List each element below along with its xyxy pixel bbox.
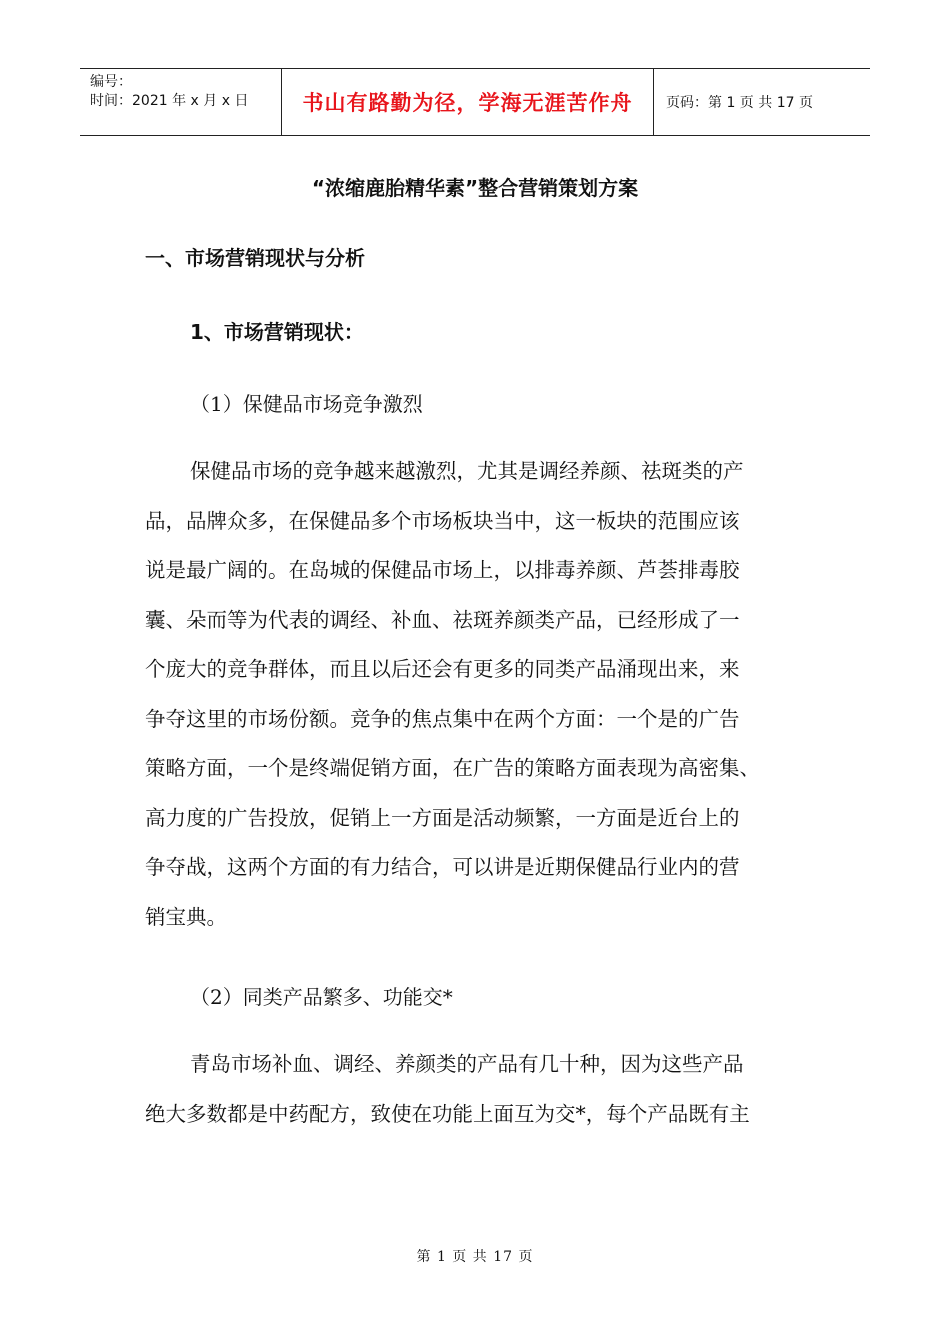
- section-subheading: 1、市场营销现状：: [190, 320, 364, 344]
- header-page-info-cell: [654, 69, 870, 135]
- header-motto: 书山有路勤为径，学海无涯苦作舟: [302, 90, 633, 115]
- paragraph-line: 绝大多数都是中药配方，致使在功能上面互为交*，每个产品既有主: [145, 1101, 750, 1126]
- item2-heading: （2）同类产品繁多、功能交*: [190, 985, 453, 1009]
- paragraph-line: 保健品市场的竞争越来越激烈，尤其是调经养颜、祛斑类的产: [190, 459, 744, 483]
- number-label: 编号：: [90, 74, 132, 90]
- paragraph-line: 争夺战，这两个方面的有力结合，可以讲是近期保健品行业内的营: [145, 855, 740, 879]
- paragraph-line: 个庞大的竞争群体，而且以后还会有更多的同类产品涌现出来，来: [145, 657, 740, 681]
- paragraph-line: 争夺这里的市场份额。竞争的焦点集中在两个方面：一个是的广告: [145, 706, 740, 731]
- section-heading: 一、市场营销现状与分析: [145, 246, 365, 270]
- paragraph-line: 囊、朵而等为代表的调经、补血、祛斑养颜类产品，已经形成了一: [145, 607, 740, 632]
- paragraph-line: 策略方面，一个是终端促销方面，在广告的策略方面表现为高密集、: [145, 756, 760, 780]
- item1-paragraph: [145, 447, 815, 942]
- date-label: 时间：2021 年 x 月 x 日: [90, 93, 249, 109]
- document-title: “浓缩鹿胎精华素”整合营销策划方案: [311, 176, 639, 200]
- page-footer: 第 1 页 共 17 页: [416, 1249, 534, 1265]
- paragraph-line: 品，品牌众多，在保健品多个市场板块当中，这一板块的范围应该: [145, 508, 740, 533]
- paragraph-line: 说是最广阔的。在岛城的保健品市场上，以排毒养颜、芦荟排毒胶: [145, 558, 740, 582]
- paragraph-line: 销宝典。: [145, 904, 227, 929]
- document-header: [80, 68, 870, 136]
- item1-heading: （1）保健品市场竞争激烈: [190, 392, 423, 416]
- paragraph-line: 青岛市场补血、调经、养颜类的产品有几十种，因为这些产品: [190, 1052, 744, 1076]
- item2-paragraph: [145, 1040, 815, 1139]
- header-page-info: 页码：第 1 页 共 17 页: [666, 95, 813, 111]
- paragraph-line: 高力度的广告投放，促销上一方面是活动频繁，一方面是近台上的: [145, 805, 740, 830]
- header-motto-cell: [282, 69, 654, 135]
- header-meta: [80, 69, 282, 135]
